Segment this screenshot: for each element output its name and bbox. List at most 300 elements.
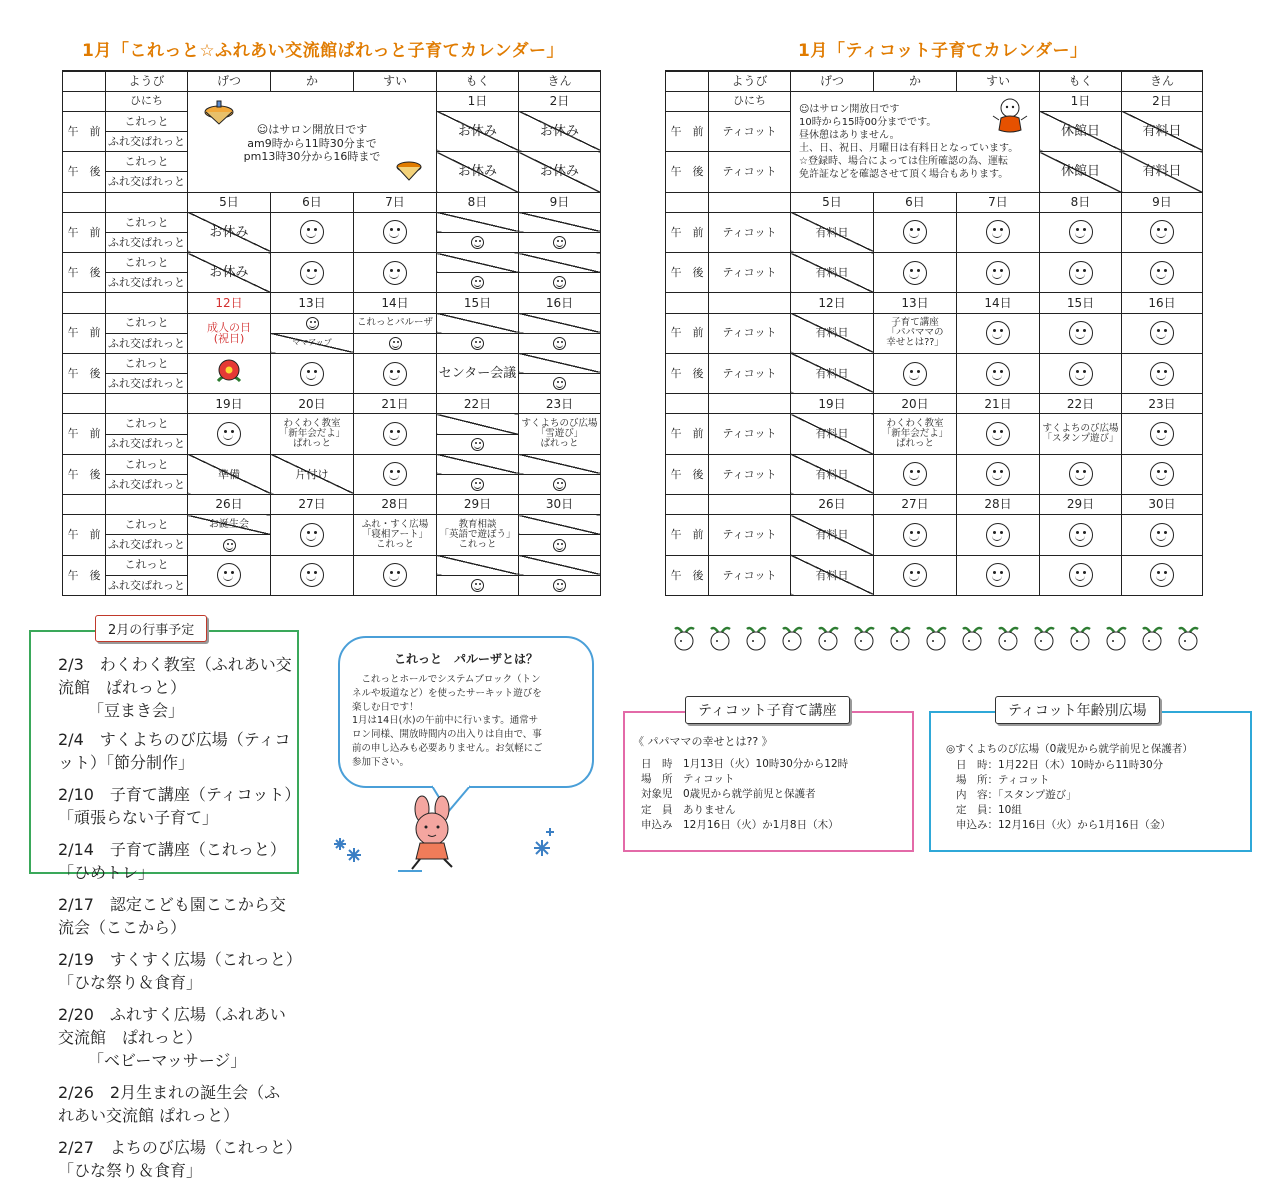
salon-cell xyxy=(437,575,519,595)
pm-label: 午 後 xyxy=(666,152,709,192)
day-19: 19日 xyxy=(791,394,874,414)
smile-icon xyxy=(1150,362,1174,386)
sub-paretto: ふれ交ぱれっと xyxy=(106,434,188,454)
schedule-item xyxy=(58,892,294,938)
sub-koretto: これっと xyxy=(106,414,188,434)
smile-icon xyxy=(300,220,324,244)
salon-cell xyxy=(957,313,1040,353)
day-15: 15日 xyxy=(437,293,519,313)
header-mon: げつ xyxy=(791,71,874,91)
schedule-line: 2/17 認定こども園ここから交流会（ここから） xyxy=(58,895,286,937)
kyoiku-line: これっと xyxy=(458,538,497,550)
salon-cell xyxy=(1040,555,1122,595)
day-13: 13日 xyxy=(874,293,957,313)
am-label: 午 前 xyxy=(63,212,106,252)
am-label: 午 前 xyxy=(63,414,106,454)
feb-schedule-list xyxy=(58,652,294,1181)
yuryo-cell: 有料日 xyxy=(1122,111,1203,151)
sub-tikotto: ティコット xyxy=(709,253,791,293)
yuryo-cell: 有料日 xyxy=(791,313,874,353)
schedule-item xyxy=(58,1135,294,1181)
kyoiku-line: 教育相談 xyxy=(458,519,497,530)
day-6: 6日 xyxy=(271,192,354,212)
wakuwaku-line: 「新年会だよ」 xyxy=(278,428,346,440)
salon-cell xyxy=(354,454,437,494)
sub-tikotto: ティコット xyxy=(709,152,791,192)
bubble-line: 参加下さい。 xyxy=(352,756,410,768)
salon-cell xyxy=(519,333,601,353)
salon-cell xyxy=(188,414,271,454)
yuryo-cell: 有料日 xyxy=(791,212,874,252)
day-9: 9日 xyxy=(1122,192,1203,212)
right-calendar-table xyxy=(665,70,1203,596)
salon-cell xyxy=(1040,313,1122,353)
radish-icon xyxy=(672,626,698,652)
salon-cell xyxy=(437,434,519,454)
schedule-line: 2/19 すくすく広場（これっと）「ひな祭り＆食育」 xyxy=(58,950,294,992)
radish-icon xyxy=(1104,626,1130,652)
radish-icon xyxy=(708,626,734,652)
day-12: 12日 xyxy=(188,293,271,313)
day-19: 19日 xyxy=(188,394,271,414)
mama-up-cell: ママアップ xyxy=(271,333,354,353)
day-30: 30日 xyxy=(1122,495,1203,515)
smile-icon xyxy=(903,220,927,244)
sukuyochi-line: すくよちのび広場 xyxy=(1042,423,1119,435)
schedule-item xyxy=(58,1080,294,1126)
pm-label: 午 後 xyxy=(63,353,106,393)
day-2: 2日 xyxy=(519,91,601,111)
day-30: 30日 xyxy=(519,495,601,515)
schedule-item xyxy=(58,1002,294,1071)
radish-icon xyxy=(1068,626,1094,652)
day-22: 22日 xyxy=(1040,394,1122,414)
sub-tikotto: ティコット xyxy=(709,212,791,252)
schedule-line: 2/14 子育て講座（これっと）「ひめトレ」 xyxy=(58,840,286,882)
radish-icon xyxy=(1176,626,1202,652)
smile-icon xyxy=(903,523,927,547)
smile-icon xyxy=(986,261,1010,285)
left-calendar-title: 1月「これっと☆ふれあい交流館ぱれっと子育てカレンダー」 xyxy=(82,41,564,61)
smile-icon xyxy=(1069,220,1093,244)
smile-icon xyxy=(903,261,927,285)
day-6: 6日 xyxy=(874,192,957,212)
smile-icon xyxy=(986,462,1010,486)
smile-icon xyxy=(300,523,324,547)
smile-icon xyxy=(383,220,407,244)
smile-icon xyxy=(1069,362,1093,386)
salon-cell xyxy=(957,212,1040,252)
lecture-line: 申込み 12月16日（火）か1月8日（木） xyxy=(641,818,839,831)
closed-cell: お休み xyxy=(188,212,271,252)
header-fri: きん xyxy=(1122,71,1203,91)
smile-icon xyxy=(383,261,407,285)
wakuwaku-cell xyxy=(874,414,957,454)
day-2: 2日 xyxy=(1122,91,1203,111)
day-5: 5日 xyxy=(188,192,271,212)
kosodate-line: 「パパママの xyxy=(886,327,944,339)
day-9: 9日 xyxy=(519,192,601,212)
sub-paretto: ふれ交ぱれっと xyxy=(106,333,188,353)
salon-cell xyxy=(957,353,1040,393)
salon-cell xyxy=(1122,353,1203,393)
bubble-line: ネルや坂道など）を使ったサーキット遊びを xyxy=(352,687,542,699)
split-cell xyxy=(437,253,519,273)
sub-tikotto: ティコット xyxy=(709,454,791,494)
day-22: 22日 xyxy=(437,394,519,414)
kosodate-line: 幸せとは??」 xyxy=(886,337,944,349)
yuryo-cell: 有料日 xyxy=(791,515,874,555)
smile-icon xyxy=(1150,523,1174,547)
day-20: 20日 xyxy=(874,394,957,414)
smile-icon xyxy=(553,337,566,350)
lecture-line: 定 員 ありません xyxy=(641,803,736,816)
salon-cell xyxy=(1122,253,1203,293)
sukuyochi-line: 「雪遊び」 xyxy=(535,428,584,440)
sukuyochi-line: ぱれっと xyxy=(540,438,579,450)
day-label: ひにち xyxy=(106,91,188,111)
fure-suku-cell xyxy=(354,515,437,555)
sub-koretto: これっと xyxy=(106,454,188,474)
radish-icon xyxy=(780,626,806,652)
salon-cell xyxy=(271,515,354,555)
wakuwaku-line: ぱれっと xyxy=(895,438,934,450)
sub-tikotto: ティコット xyxy=(709,414,791,454)
salon-cell xyxy=(957,515,1040,555)
day-28: 28日 xyxy=(957,495,1040,515)
smile-icon xyxy=(1150,563,1174,587)
smile-icon xyxy=(217,422,241,446)
camellia-flower-icon xyxy=(214,357,244,387)
radish-icon xyxy=(744,626,770,652)
pm-label: 午 後 xyxy=(63,555,106,595)
smile-icon xyxy=(389,337,402,350)
header-tue: か xyxy=(271,71,354,91)
salon-cell xyxy=(519,535,601,555)
smile-icon xyxy=(383,422,407,446)
smile-icon xyxy=(986,362,1010,386)
smile-icon xyxy=(1150,462,1174,486)
am-label: 午 前 xyxy=(666,414,709,454)
salon-cell xyxy=(1122,313,1203,353)
day-15: 15日 xyxy=(1040,293,1122,313)
sub-tikotto: ティコット xyxy=(709,555,791,595)
sub-paretto: ふれ交ぱれっと xyxy=(106,172,188,192)
snowflake-icon xyxy=(332,834,366,864)
smile-icon xyxy=(1069,523,1093,547)
lecture-lines xyxy=(633,757,909,833)
split-cell xyxy=(519,555,601,575)
am-label: 午 前 xyxy=(63,111,106,151)
bubble-title: これっと パルーザとは？ xyxy=(393,652,538,666)
day-21: 21日 xyxy=(354,394,437,414)
sub-paretto: ふれ交ぱれっと xyxy=(106,232,188,252)
schedule-item xyxy=(58,652,294,721)
salon-note-line: 10時から15時00分までです。 xyxy=(799,116,937,128)
age-plaza-line: 場 所：ティコット xyxy=(956,773,1050,786)
header-mon: げつ xyxy=(188,71,271,91)
am-label: 午 前 xyxy=(666,212,709,252)
sukuyochi-line: すくよちのび広場 xyxy=(521,418,598,430)
day-13: 13日 xyxy=(271,293,354,313)
smile-icon xyxy=(300,261,324,285)
yuryo-cell: 有料日 xyxy=(1122,152,1203,192)
salon-cell xyxy=(519,374,601,394)
age-plaza-lines xyxy=(946,758,1246,833)
schedule-line: 2/20 ふれすく広場（ふれあい交流館 ぱれっと） xyxy=(58,1005,286,1047)
day-1: 1日 xyxy=(437,91,519,111)
smile-icon xyxy=(1069,563,1093,587)
radish-icon xyxy=(816,626,842,652)
am-label: 午 前 xyxy=(666,515,709,555)
age-plaza-content xyxy=(946,741,1246,833)
split-cell xyxy=(519,313,601,333)
salon-cell xyxy=(519,273,601,293)
salon-cell xyxy=(957,414,1040,454)
closed-cell: お休み xyxy=(437,111,519,151)
am-label: 午 前 xyxy=(63,313,106,353)
kosodate-cell xyxy=(874,313,957,353)
header-tue: か xyxy=(874,71,957,91)
lecture-line: 場 所 ティコット xyxy=(641,773,735,786)
day-16: 16日 xyxy=(1122,293,1203,313)
header-thu: もく xyxy=(437,71,519,91)
split-cell xyxy=(437,313,519,333)
salon-cell xyxy=(271,353,354,393)
sub-koretto: これっと xyxy=(106,313,188,333)
yuryo-cell: 有料日 xyxy=(791,555,874,595)
sub-tikotto: ティコット xyxy=(709,111,791,151)
salon-cell xyxy=(354,555,437,595)
sub-tikotto: ティコット xyxy=(709,353,791,393)
day-27: 27日 xyxy=(271,495,354,515)
salon-cell xyxy=(1122,212,1203,252)
smile-icon xyxy=(471,236,484,249)
sub-paretto: ふれ交ぱれっと xyxy=(106,474,188,494)
center-meeting-cell: センター会議 xyxy=(437,353,519,393)
smile-icon xyxy=(300,563,324,587)
salon-cell xyxy=(1040,454,1122,494)
yuryo-cell: 有料日 xyxy=(791,454,874,494)
smile-icon xyxy=(553,539,566,552)
smile-icon xyxy=(553,377,566,390)
sub-paretto: ふれ交ぱれっと xyxy=(106,535,188,555)
salon-cell xyxy=(354,353,437,393)
salon-cell xyxy=(1122,555,1203,595)
holiday-note: (祝日) xyxy=(213,332,245,346)
fure-suku-line: ふれ・すく広場 xyxy=(361,519,429,530)
split-cell xyxy=(519,212,601,232)
day-8: 8日 xyxy=(1040,192,1122,212)
schedule-item xyxy=(58,837,294,883)
sub-paretto: ふれ交ぱれっと xyxy=(106,132,188,152)
salon-cell xyxy=(271,212,354,252)
salon-cell xyxy=(437,232,519,252)
split-cell xyxy=(519,454,601,474)
smile-icon xyxy=(1069,261,1093,285)
closed-cell: お休み xyxy=(437,152,519,192)
wakuwaku-line: 「新年会だよ」 xyxy=(881,428,949,440)
pm-label: 午 後 xyxy=(666,353,709,393)
fure-suku-line: これっと xyxy=(375,538,414,550)
salon-cell xyxy=(874,253,957,293)
header-wed: すい xyxy=(957,71,1040,91)
prep-cell: 準備 xyxy=(188,454,271,494)
salon-cell xyxy=(1122,454,1203,494)
day-12: 12日 xyxy=(791,293,874,313)
split-cell xyxy=(519,253,601,273)
smile-icon xyxy=(553,236,566,249)
pm-label: 午 後 xyxy=(63,253,106,293)
age-plaza-subtitle: ◎すくよちのび広場（0歳児から就学前児と保護者） xyxy=(946,743,1193,755)
fure-suku-line: 「寝相アート」 xyxy=(361,528,429,540)
smile-icon xyxy=(1150,261,1174,285)
salon-cell xyxy=(1040,515,1122,555)
birthday-cell: お誕生会 xyxy=(188,515,271,535)
salon-note-line: ☺はサロン開放日です xyxy=(799,103,900,115)
wakuwaku-line: わくわく教室 xyxy=(283,418,341,430)
schedule-line: 2/3 わくわく教室（ふれあい交流館 ぱれっと） xyxy=(58,655,292,697)
sukuyochi-cell xyxy=(519,414,601,454)
radish-icon xyxy=(996,626,1022,652)
palusa-cell: これっとパルーザ xyxy=(354,313,437,333)
salon-note-line: pm13時30分から16時まで xyxy=(243,150,381,164)
day-26: 26日 xyxy=(188,495,271,515)
salon-note-line: ☆登録時、場合によっては住所確認の為、運転 xyxy=(799,155,1008,167)
salon-cell xyxy=(437,333,519,353)
feb-schedule-title: 2月の行事予定 xyxy=(95,615,207,642)
day-14: 14日 xyxy=(957,293,1040,313)
salon-note-line: 土、日、祝日、月曜日は有料日となっています。 xyxy=(799,142,1019,154)
salon-cell xyxy=(354,414,437,454)
lecture-line: 日 時 1月13日（火）10時30分から12時 xyxy=(641,758,849,770)
smile-icon xyxy=(986,422,1010,446)
am-label: 午 前 xyxy=(666,313,709,353)
smile-icon xyxy=(1150,220,1174,244)
age-plaza-line: 申込み：12月16日（火）から1月16日（金） xyxy=(956,818,1171,831)
day-7: 7日 xyxy=(354,192,437,212)
smile-icon xyxy=(217,563,241,587)
am-label: 午 前 xyxy=(666,111,709,151)
salon-note-line: am9時から11時30分まで xyxy=(247,136,377,150)
smile-icon xyxy=(223,539,236,552)
salon-cell xyxy=(1040,212,1122,252)
sukuyochi-cell xyxy=(1040,414,1122,454)
bubble-line: 楽しむ日です！ xyxy=(352,701,419,713)
pm-label: 午 後 xyxy=(666,454,709,494)
right-calendar-title: 1月「ティコット子育てカレンダー」 xyxy=(798,41,1088,61)
day-27: 27日 xyxy=(874,495,957,515)
kosodate-line: 子育て講座 xyxy=(891,317,939,329)
day-21: 21日 xyxy=(957,394,1040,414)
bunny-skater-icon xyxy=(392,795,476,875)
split-cell xyxy=(437,414,519,434)
sub-koretto: これっと xyxy=(106,253,188,273)
salon-cell xyxy=(957,454,1040,494)
salon-cell xyxy=(437,474,519,494)
smile-icon xyxy=(471,438,484,451)
sub-koretto: これっと xyxy=(106,555,188,575)
day-14: 14日 xyxy=(354,293,437,313)
schedule-item xyxy=(58,947,294,993)
sub-tikotto: ティコット xyxy=(709,313,791,353)
bubble-line: ロン同様、開放時間内の出入りは自由で、事 xyxy=(352,729,542,741)
salon-cell xyxy=(1122,414,1203,454)
day-8: 8日 xyxy=(437,192,519,212)
radish-icon xyxy=(960,626,986,652)
split-cell xyxy=(519,515,601,535)
salon-note xyxy=(791,91,1040,192)
schedule-line: 「豆まき会」 xyxy=(88,701,185,720)
smile-icon xyxy=(986,523,1010,547)
cleanup-cell: 片付け xyxy=(271,454,354,494)
salon-cell xyxy=(354,212,437,252)
closed-cell: お休み xyxy=(188,253,271,293)
smile-icon xyxy=(1069,462,1093,486)
day-23: 23日 xyxy=(519,394,601,414)
sub-koretto: これっと xyxy=(106,212,188,232)
day-1: 1日 xyxy=(1040,91,1122,111)
schedule-line: 「ベビーマッサージ」 xyxy=(88,1051,247,1070)
yuryo-cell: 有料日 xyxy=(791,253,874,293)
sub-paretto: ふれ交ぱれっと xyxy=(106,575,188,595)
sub-koretto: これっと xyxy=(106,111,188,131)
sub-paretto: ふれ交ぱれっと xyxy=(106,374,188,394)
split-cell xyxy=(519,353,601,373)
salon-cell xyxy=(1040,253,1122,293)
kyoiku-line: 「英語で遊ぼう」 xyxy=(439,528,516,540)
salon-cell xyxy=(874,212,957,252)
header-weekday: ようび xyxy=(709,71,791,91)
bubble-line: これっとホールでシステムブロック（トン xyxy=(352,674,541,685)
sub-koretto: これっと xyxy=(106,353,188,373)
schedule-line: 2/26 2月生まれの誕生会（ふれあい交流館 ぱれっと） xyxy=(58,1083,281,1125)
day-20: 20日 xyxy=(271,394,354,414)
schedule-line: 2/4 すくよちのび広場（ティコット）「節分制作」 xyxy=(58,730,291,772)
yuryo-cell: 有料日 xyxy=(791,414,874,454)
bubble-body xyxy=(352,673,580,769)
salon-cell xyxy=(874,454,957,494)
smile-icon xyxy=(986,220,1010,244)
holiday-name: 成人の日 xyxy=(207,320,251,334)
wakuwaku-line: ぱれっと xyxy=(292,438,331,450)
bubble-line: 1月は14日(水)の午前中に行います。通常サ xyxy=(352,715,539,727)
salon-cell xyxy=(188,535,271,555)
day-5: 5日 xyxy=(791,192,874,212)
pm-label: 午 後 xyxy=(666,253,709,293)
pm-label: 午 後 xyxy=(63,152,106,192)
smile-icon xyxy=(986,321,1010,345)
smile-icon xyxy=(306,317,319,330)
kyukan-cell: 休館日 xyxy=(1040,111,1122,151)
sukuyochi-line: 「スタンプ遊び」 xyxy=(1042,433,1119,445)
smile-icon xyxy=(300,362,324,386)
salon-cell xyxy=(1040,353,1122,393)
smile-icon xyxy=(1150,321,1174,345)
split-cell xyxy=(437,212,519,232)
wakuwaku-cell xyxy=(271,414,354,454)
salon-note-line: 免許証などを確認させて頂く場合もあります。 xyxy=(799,168,1009,180)
holiday-cell xyxy=(188,313,271,353)
sub-koretto: これっと xyxy=(106,515,188,535)
header-thu: もく xyxy=(1040,71,1122,91)
split-cell xyxy=(437,454,519,474)
radish-icon xyxy=(1032,626,1058,652)
smile-icon xyxy=(471,276,484,289)
spinning-top-icon xyxy=(202,100,236,126)
smile-icon xyxy=(471,478,484,491)
age-plaza-line: 内 容：「スタンプ遊び」 xyxy=(956,788,1077,801)
